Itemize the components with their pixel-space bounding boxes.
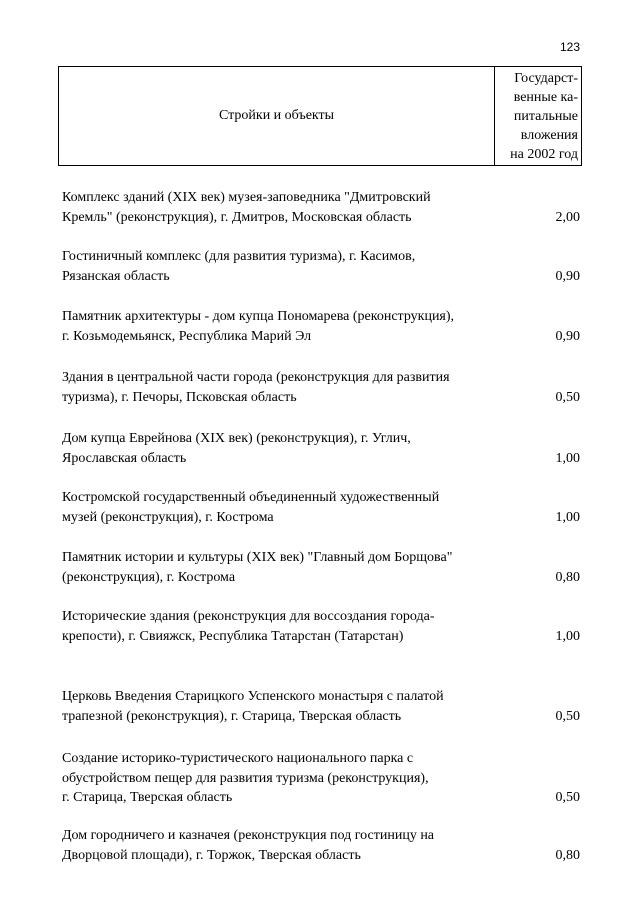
row-name-line: Ярославская область — [62, 450, 187, 466]
table-row — [62, 368, 580, 407]
row-name — [62, 247, 492, 286]
row-name-line: Дом городничего и казначея (реконструкция под гостиницу на — [62, 828, 435, 843]
row-value: 1,00 — [555, 450, 580, 466]
row-value: 1,00 — [555, 509, 580, 525]
row-name — [62, 188, 492, 227]
table-row — [62, 687, 580, 726]
row-name-line: Дом купца Еврейнова (XIX век) (реконструкция), г. Углич, — [62, 431, 411, 446]
row-name — [62, 749, 492, 808]
row-name-line: Здания в центральной части города (реконструкция для развития — [62, 370, 450, 385]
row-value: 2,00 — [555, 209, 580, 225]
row-name — [62, 488, 492, 527]
row-name — [62, 826, 492, 865]
header-objects-label: Стройки и объекты — [218, 108, 335, 123]
header-invest-line: венные ка- — [513, 90, 578, 105]
row-name-line: обустройством пещер для развития туризма (реконструкция), — [62, 770, 429, 786]
row-name-line: Церковь Введения Старицкого Успенского монастыря с палатой — [62, 689, 444, 704]
table-row — [62, 247, 580, 286]
table-row — [62, 548, 580, 587]
table-row — [62, 749, 580, 808]
row-value: 0,50 — [555, 708, 580, 724]
row-value: 0,50 — [555, 389, 580, 405]
row-value: 1,00 — [555, 628, 580, 644]
row-value: 0,80 — [555, 847, 580, 863]
row-name-line: Рязанская область — [62, 268, 170, 284]
row-name — [62, 368, 492, 407]
row-name-line: туризма), г. Печоры, Псковская область — [62, 389, 297, 405]
row-name-line: крепости), г. Свияжск, Республика Татарстан (Татарстан) — [62, 628, 404, 644]
row-value: 0,80 — [555, 569, 580, 585]
row-name-line: (реконструкция), г. Кострома — [62, 569, 236, 585]
row-name-line: Комплекс зданий (XIX век) музея-заповедника "Дмитровский — [62, 190, 431, 205]
header-invest-line: на 2002 год — [510, 147, 578, 162]
header-invest-line: вложения — [520, 128, 578, 143]
row-name-line: Исторические здания (реконструкция для воссоздания города- — [62, 609, 435, 624]
page-number: 123 — [559, 40, 580, 54]
table-row — [62, 826, 580, 865]
row-name — [62, 607, 492, 646]
row-name — [62, 429, 492, 468]
row-name-line: Создание историко-туристического национального парка с — [62, 751, 414, 766]
table-row — [62, 488, 580, 527]
row-name-line: музей (реконструкция), г. Кострома — [62, 509, 274, 525]
row-name-line: Памятник истории и культуры (XIX век) "Главный дом Борщова" — [62, 550, 453, 565]
row-name — [62, 307, 492, 346]
header-invest-line: Государст- — [514, 71, 578, 86]
table-row — [62, 607, 580, 646]
row-name-line: г. Старица, Тверская область — [62, 790, 233, 805]
row-name — [62, 687, 492, 726]
row-value: 0,90 — [555, 328, 580, 344]
table-row — [62, 429, 580, 468]
row-name-line: г. Козьмодемьянск, Республика Марий Эл — [62, 328, 312, 344]
row-name-line: трапезной (реконструкция), г. Старица, Тверская область — [62, 708, 402, 724]
row-name-line: Гостиничный комплекс (для развития туризма), г. Касимов, — [62, 249, 416, 264]
row-value: 0,50 — [555, 790, 580, 805]
row-name-line: Дворцовой площади), г. Торжок, Тверская область — [62, 847, 361, 863]
header-invest-line: питальные — [513, 109, 578, 124]
row-name-line: Кремль" (реконструкция), г. Дмитров, Московская область — [62, 209, 412, 225]
table-row — [62, 307, 580, 346]
row-name — [62, 548, 492, 587]
row-name-line: Памятник архитектуры - дом купца Пономарева (реконструкция), — [62, 309, 455, 324]
row-name-line: Костромской государственный объединенный художественный — [62, 490, 440, 505]
table-row — [62, 188, 580, 227]
row-value: 0,90 — [555, 268, 580, 284]
